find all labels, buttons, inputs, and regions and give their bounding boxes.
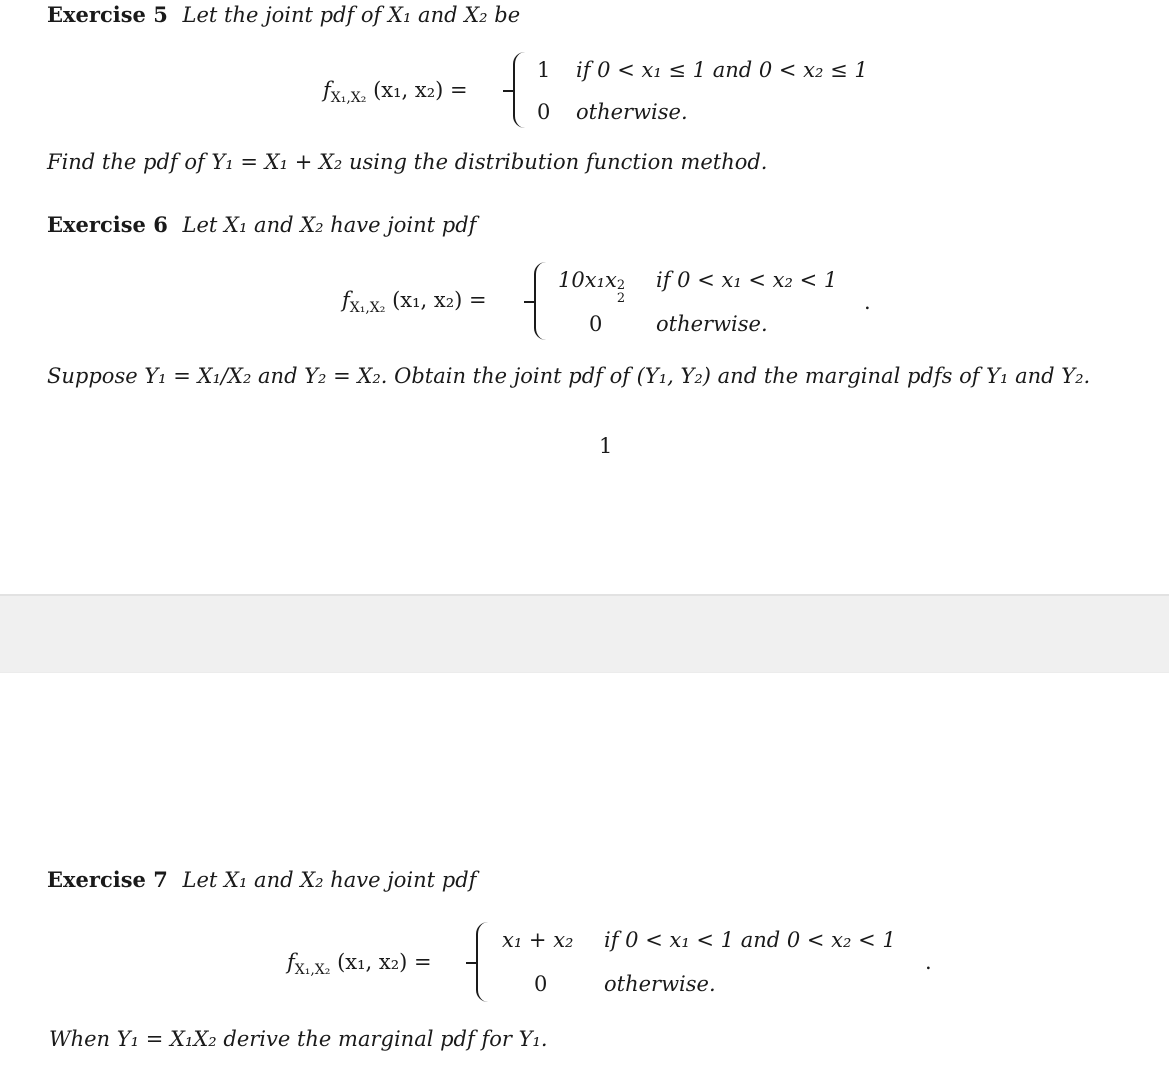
exercise-6-case1-value [558,268,627,306]
exercise-6-intro: Let X₁ and X₂ have joint pdf [182,213,477,237]
lhs-args: (x₁, x₂) = [337,950,432,974]
lhs-subscript: X₁,X₂ [349,300,386,317]
exercise-6-task: Suppose Y₁ = X₁/X₂ and Y₂ = X₂. Obtain the joint pdf of (Y₁, Y₂) and the marginal pdfs of Y₁ and Y₂. [47,364,1091,388]
exercise-5-case1-condition: if 0 < x₁ ≤ 1 and 0 < x₂ ≤ 1 [576,58,868,82]
lhs-subscript: X₁,X₂ [294,962,331,979]
exercise-6-title-line [47,212,476,237]
exercise-6-trailing-period: . [864,290,871,314]
exercise-5-title-line [47,2,520,27]
page-number: 1 [599,434,613,458]
exercise-7-case1-condition: if 0 < x₁ < 1 and 0 < x₂ < 1 [604,928,896,952]
exercise-5-heading: Exercise 5 [47,2,168,27]
exercise-7-title-line [47,867,476,892]
exercise-7-task: When Y₁ = X₁X₂ derive the marginal pdf for Y₁. [49,1027,548,1051]
exercise-6-case2-value: 0 [589,312,603,336]
case1-value-text: 10x₁x [558,268,617,292]
exercise-5-task: Find the pdf of Y₁ = X₁ + X₂ using the distribution function method. [47,150,768,174]
exercise-7-heading: Exercise 7 [47,867,168,892]
lhs-f: f [323,78,331,102]
lhs-args: (x₁, x₂) = [392,288,487,312]
exercise-7-brace [476,922,488,1002]
lhs-args: (x₁, x₂) = [373,78,468,102]
exercise-7-case2-value: 0 [534,972,548,996]
page-separator [0,594,1169,673]
exercise-5-case2-value: 0 [537,100,551,124]
exercise-6-pdf-lhs [342,288,487,316]
exercise-5-case2-condition: otherwise. [576,100,688,124]
lhs-f: f [342,288,350,312]
case1-value-sup: 2 [616,278,626,293]
case1-value-sub: 2 [616,291,626,306]
exercise-6-case1-condition: if 0 < x₁ < x₂ < 1 [656,268,838,292]
exercise-7-pdf-lhs [287,950,432,978]
exercise-5-case1-value: 1 [537,58,551,82]
exercise-6-case2-condition: otherwise. [656,312,768,336]
exercise-5-brace [513,52,525,128]
lhs-subscript: X₁,X₂ [330,90,367,107]
exercise-7-case1-value: x₁ + x₂ [502,928,574,952]
exercise-7-trailing-period: . [925,950,932,974]
exercise-7-intro: Let X₁ and X₂ have joint pdf [182,868,477,892]
exercise-7-case2-condition: otherwise. [604,972,716,996]
exercise-5-intro: Let the joint pdf of X₁ and X₂ be [182,3,521,27]
exercise-5-pdf-lhs [323,78,468,106]
lhs-f: f [287,950,295,974]
exercise-6-heading: Exercise 6 [47,212,168,237]
exercise-6-brace [534,262,546,340]
